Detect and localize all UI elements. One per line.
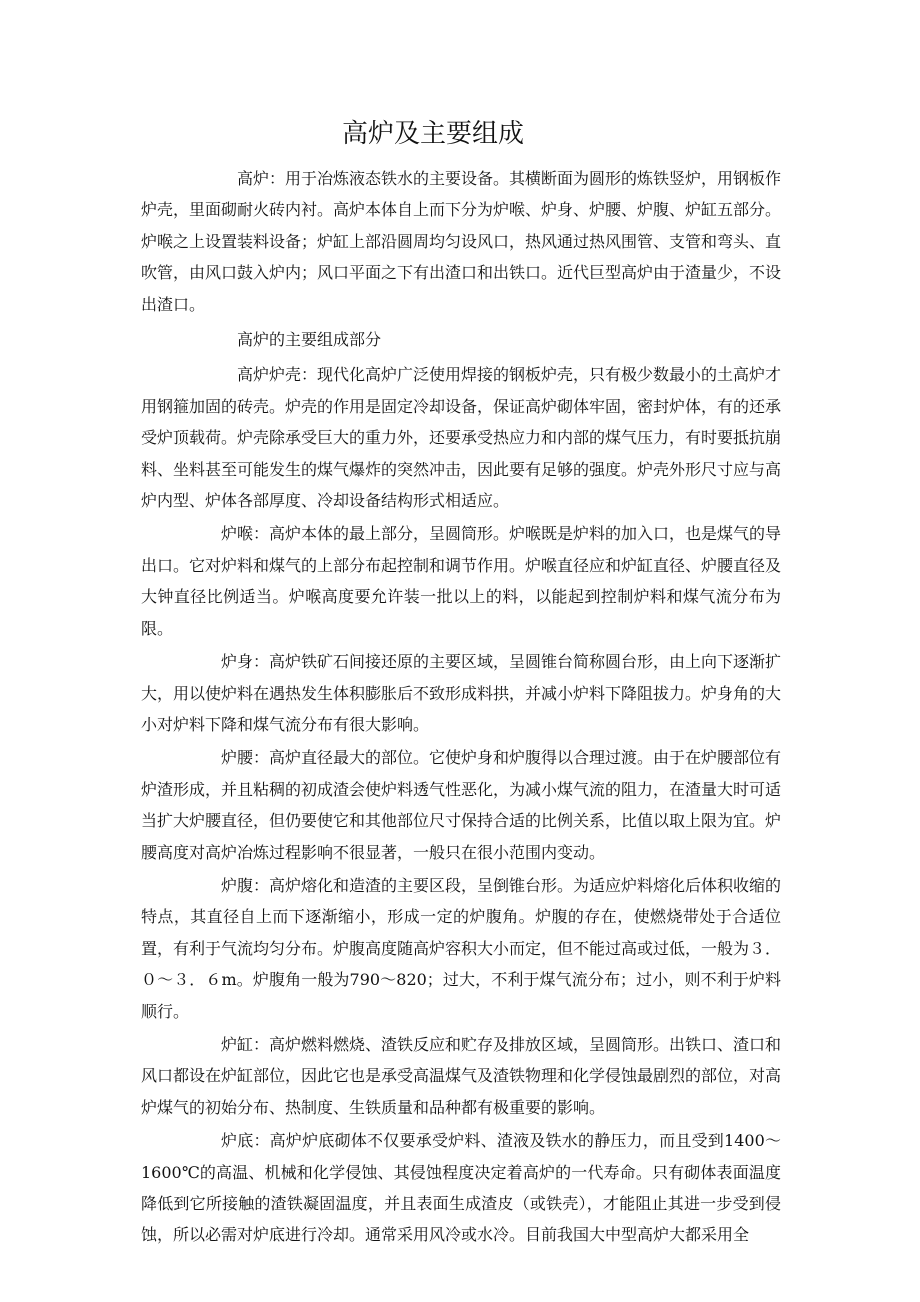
paragraph-hearth: 炉缸：高炉燃料燃烧、渣铁反应和贮存及排放区域，呈圆筒形。出铁口、渣口和风口都设在炉缸部位，因此它也是承受高温煤气及渣铁物理和化学侵蚀最剧烈的部位，对高炉煤气的初始分布、热制度、生铁质量和品种都有极重要的影响。 (141, 1034, 782, 1117)
paragraph-bosh: 炉腹：高炉熔化和造渣的主要区段，呈倒锥台形。为适应炉料熔化后体积收缩的特点，其直径自上而下逐渐缩小，形成一定的炉腹角。炉腹的存在，使燃烧带处于合适位置，有利于气流均匀分布。炉腹高度随高炉容积大小而定，但不能过高或过低，一般为３．０～３．６m。炉腹角一般为790～820；过大，不利于煤气流分布；过小，则不利于炉料顺行。 (141, 875, 782, 1021)
paragraph-throat: 炉喉：高炉本体的最上部分，呈圆筒形。炉喉既是炉料的加入口，也是煤气的导出口。它对炉料和煤气的上部分布起控制和调节作用。炉喉直径应和炉缸直径、炉腰直径及大钟直径比例适当。炉喉高度要允许装一批以上的料，以能起到控制炉料和煤气流分布为限。 (141, 524, 782, 638)
paragraph-belly: 炉腰：高炉直径最大的部位。它使炉身和炉腹得以合理过渡。由于在炉腰部位有炉渣形成，并且粘稠的初成渣会使炉料透气性恶化，为减小煤气流的阻力，在渣量大时可适当扩大炉腰直径，但仍要使它和其他部位尺寸保持合适的比例关系，比值以取上限为宜。炉腰高度对高炉冶炼过程影响不很显著，一般只在很小范围内变动。 (141, 748, 782, 862)
document-body (141, 163, 781, 1251)
page-title: 高炉及主要组成 (341, 119, 524, 149)
paragraph-stack: 炉身：高炉铁矿石间接还原的主要区域，呈圆锥台简称圆台形，由上向下逐渐扩大，用以使炉料在遇热发生体积膨胀后不致形成料拱，并减小炉料下降阻拔力。炉身角的大小对炉料下降和煤气流分布有很大影响。 (141, 652, 782, 734)
section-heading: 高炉的主要组成部分 (237, 330, 382, 350)
paragraph-shell: 高炉炉壳：现代化高炉广泛使用焊接的钢板炉壳，只有极少数最小的土高炉才用钢箍加固的砖壳。炉壳的作用是固定冷却设备，保证高炉砌体牢固，密封炉体，有的还承受炉顶载荷。炉壳除承受巨大的重力外，还要承受热应力和内部的煤气压力，有时要抵抗崩料、坐料甚至可能发生的煤气爆炸的突然冲击，因此要有足够的强度。炉壳外形尺寸应与高炉内型、炉体各部厚度、冷却设备结构形式相适应。 (141, 365, 782, 511)
paragraph-intro: 高炉：用于冶炼液态铁水的主要设备。其横断面为圆形的炼铁竖炉，用钢板作炉壳，里面砌耐火砖内衬。高炉本体自上而下分为炉喉、炉身、炉腰、炉腹、炉缸五部分。炉喉之上设置装料设备；炉缸上部沿圆周均匀设风口，热风通过热风围管、支管和弯头、直吹管，由风口鼓入炉内；风口平面之下有出渣口和出铁口。近代巨型高炉由于渣量少，不设出渣口。 (141, 169, 782, 314)
paragraph-bottom: 炉底：高炉炉底砌体不仅要承受炉料、渣液及铁水的静压力，而且受到1400～1600℃的高温、机械和化学侵蚀、其侵蚀程度决定着高炉的一代寿命。只有砌体表面温度降低到它所接触的渣铁凝固温度，并且表面生成渣皮（或铁壳），才能阻止其进一步受到侵蚀，所以必需对炉底进行冷却。通常采用风冷或水冷。目前我国大中型高炉大都采用全 (141, 1131, 781, 1245)
